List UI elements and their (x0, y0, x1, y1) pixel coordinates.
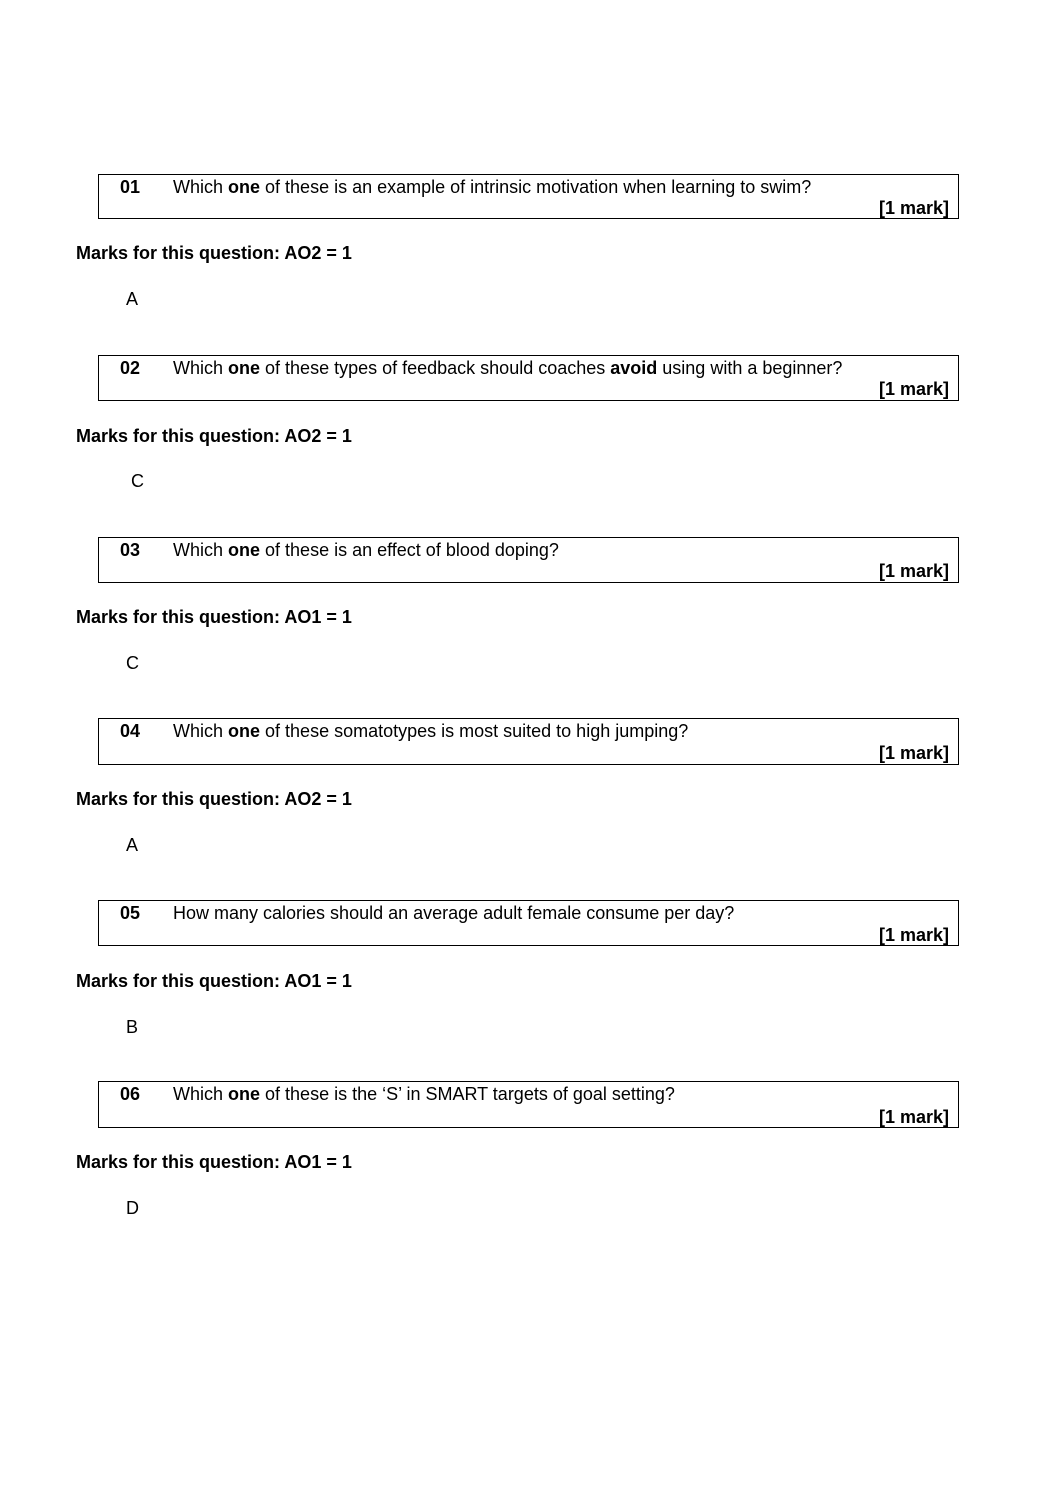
question-block-04 (0, 718, 1059, 900)
mark-allocation: [1 mark] (878, 561, 949, 581)
question-block-01 (0, 174, 1059, 356)
answer-key: C (126, 653, 139, 673)
emphasis-word: one (228, 540, 261, 560)
question-number: 02 (120, 358, 141, 378)
emphasis-word: one (228, 358, 261, 378)
answer-key: B (126, 1017, 139, 1037)
marks-for-question: Marks for this question: AO1 = 1 (76, 971, 352, 991)
question-number: 06 (120, 1084, 141, 1104)
answer-key: A (126, 289, 139, 309)
marks-for-question: Marks for this question: AO1 = 1 (76, 607, 352, 627)
answer-key: C (131, 471, 144, 491)
answer-key: A (126, 835, 139, 855)
question-block-03 (0, 537, 1059, 719)
mark-allocation: [1 mark] (878, 743, 949, 763)
question-box (98, 1081, 959, 1128)
marks-for-question: Marks for this question: AO2 = 1 (76, 426, 352, 446)
question-box (98, 355, 959, 401)
marks-for-question: Marks for this question: AO1 = 1 (76, 1152, 352, 1172)
question-number: 04 (120, 721, 141, 741)
mark-allocation: [1 mark] (878, 925, 949, 945)
marks-for-question: Marks for this question: AO2 = 1 (76, 243, 352, 263)
mark-allocation: [1 mark] (878, 198, 949, 218)
question-box (98, 718, 959, 765)
marks-for-question: Marks for this question: AO2 = 1 (76, 789, 352, 809)
emphasis-word: avoid (610, 358, 658, 378)
question-block-06 (0, 1081, 1059, 1263)
mark-allocation: [1 mark] (878, 1107, 949, 1127)
question-text: Which one of these types of feedback should coaches avoid using with a beginner? (173, 358, 843, 378)
mark-allocation: [1 mark] (878, 379, 949, 399)
question-box (98, 537, 959, 583)
question-number: 01 (120, 177, 141, 197)
question-number: 05 (120, 903, 141, 923)
question-text: Which one of these somatotypes is most suited to high jumping? (173, 721, 689, 741)
question-block-05 (0, 900, 1059, 1082)
question-box (98, 174, 959, 219)
emphasis-word: one (228, 177, 261, 197)
question-box (98, 900, 959, 946)
question-text: Which one of these is an effect of blood doping? (173, 540, 559, 560)
question-text: How many calories should an average adult female consume per day? (173, 903, 735, 923)
emphasis-word: one (228, 1084, 261, 1104)
question-block-02 (0, 355, 1059, 537)
emphasis-word: one (228, 721, 261, 741)
question-number: 03 (120, 540, 141, 560)
question-text: Which one of these is an example of intrinsic motivation when learning to swim? (173, 177, 812, 197)
answer-key: D (126, 1198, 139, 1218)
question-text: Which one of these is the ‘S’ in SMART targets of goal setting? (173, 1084, 675, 1104)
